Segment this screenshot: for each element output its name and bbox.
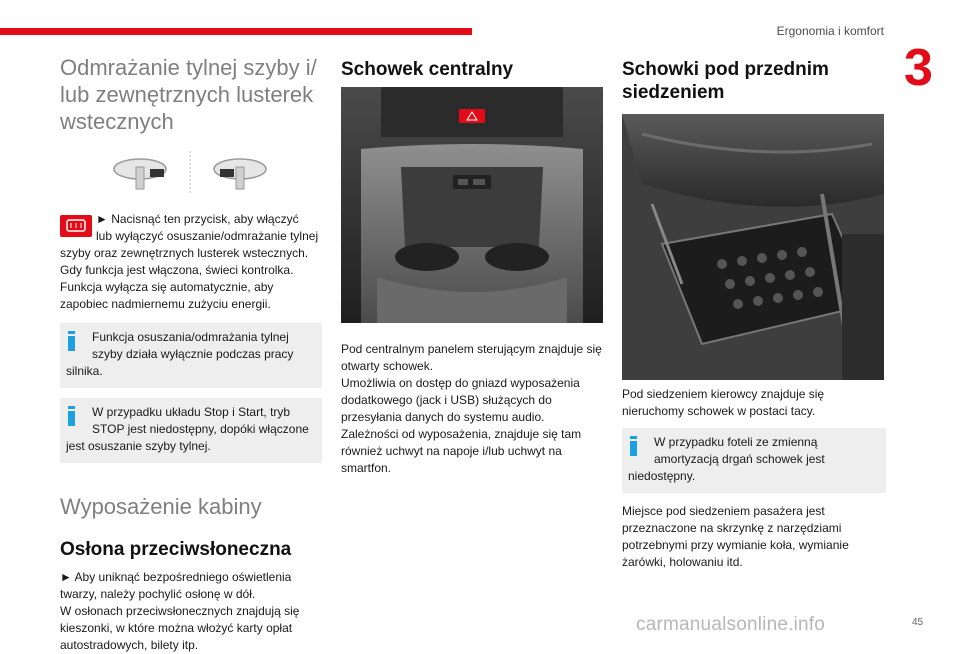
chapter-number: 3 (904, 39, 933, 97)
under-seat-text: Pod siedzeniem kierowcy znajduje się nieruchomy schowek w postaci tacy. (622, 387, 825, 418)
passenger-seat-text: Miejsce pod siedzeniem pasażera jest przeznaczone na skrzynkę z narzędziami potrzebnymi przy wymianie koła, wymianie żarówki, holowaniu itd. (622, 504, 849, 569)
defrost-instruction (60, 211, 322, 313)
info-icon (68, 331, 75, 351)
info-icon (68, 406, 75, 426)
section-title-sun-visor: Osłona przeciwsłoneczna (60, 539, 292, 560)
info-box-seat-suspension: W przypadku foteli ze zmienną amortyzacją drgań schowek jest niedostępny. (622, 428, 886, 493)
rear-defrost-button-icon (60, 215, 92, 237)
header-accent-bar (0, 28, 472, 35)
chapter-title: Ergonomia i komfort (776, 24, 884, 38)
info-icon (630, 436, 637, 456)
defrost-text: ► Nacisnąć ten przycisk, aby włączyć lub wyłączyć osuszanie/odmrażanie tylnej szyby oraz zewnętrznych lusterek wstecznych. Gdy funkcja jest włączona, świeci kontrolka. Funkcja wyłącza się automatycznie, aby zapobiec nadmiernemu zużyciu energii. (60, 212, 319, 311)
column-under-seat-storage (622, 54, 886, 571)
page-number: 45 (912, 617, 924, 628)
section-title-central-storage: Schowek centralny (341, 59, 514, 80)
info-box-engine: Funkcja osuszania/odmrażania tylnej szyby działa wyłącznie podczas pracy silnika. (60, 323, 322, 388)
under-seat-photo (622, 114, 884, 380)
steering-wheel-diagram (60, 151, 322, 201)
central-storage-text: Pod centralnym panelem sterującym znajduje się otwarty schowek. Umożliwia on dostęp do gniazd wyposażenia dodatkowego (jack i USB) służących do przesyłania danych do systemu audio. Zależności od wyposażenia, znajduje się tam również uchwyt na napoje i/lub uchwyt na smartfon. (341, 342, 602, 475)
column-defrost (60, 54, 322, 654)
console-illustration (341, 87, 603, 323)
steering-wheel-icon (60, 151, 322, 199)
central-storage-photo (341, 87, 603, 323)
section-title-under-seat: Schowki pod przednim siedzeniem (622, 59, 829, 103)
seat-tray-illustration (622, 114, 884, 380)
info-box-stop-start: W przypadku układu Stop i Start, tryb STOP jest niedostępny, dopóki włączone jest osuszanie szyby tylnej. (60, 398, 322, 463)
section-title-cabin-equipment: Wyposażenie kabiny (60, 494, 262, 519)
column-central-storage (341, 54, 603, 477)
section-title-defrost: Odmrażanie tylnej szyby i/ lub zewnętrznych lusterek wstecznych (60, 55, 317, 134)
watermark: carmanualsonline.info (636, 614, 826, 635)
sun-visor-text: ► Aby uniknąć bezpośredniego oświetlenia twarzy, należy pochylić osłonę w dół. W osłonach przeciwsłonecznych znajdują się kieszonki, w które można włożyć karty opłat autostradowych, bilety itp. (60, 570, 300, 652)
